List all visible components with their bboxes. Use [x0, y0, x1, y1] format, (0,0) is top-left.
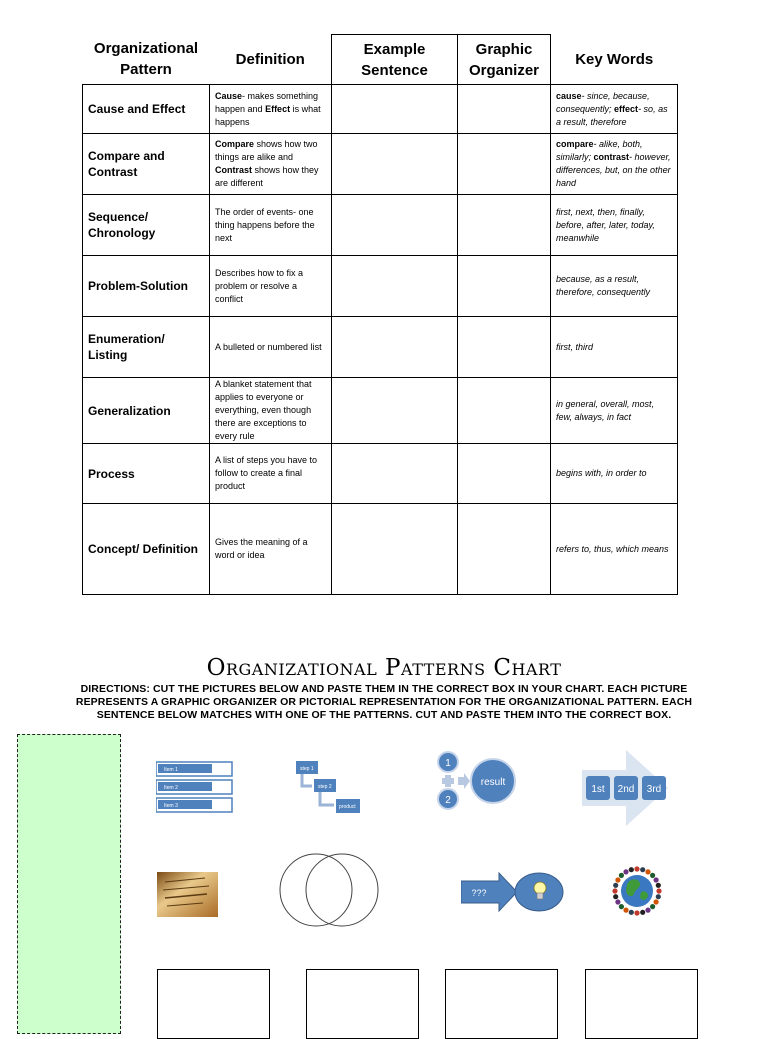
pattern-keywords: first, third — [551, 317, 678, 378]
pattern-definition: A bulleted or numbered list — [210, 317, 332, 378]
example-sentence-cell[interactable] — [332, 317, 458, 378]
pattern-definition: Cause- makes something happen and Effect is what happens — [210, 85, 332, 134]
table-row — [83, 378, 678, 444]
table-row — [83, 256, 678, 317]
order-box-label: 3rd — [646, 784, 662, 795]
example-sentence-cell[interactable] — [332, 256, 458, 317]
pattern-keywords: refers to, thus, which means — [551, 504, 678, 595]
organizational-pattern-table — [82, 34, 678, 595]
graphic-organizer-cell[interactable] — [458, 444, 551, 504]
paste-box[interactable] — [157, 969, 270, 1039]
table-row — [83, 85, 678, 134]
sequence-arrow-icon[interactable] — [582, 750, 670, 826]
table-row — [83, 504, 678, 595]
header-example-sentence: Example Sentence — [332, 35, 458, 85]
graphic-organizer-cell[interactable] — [458, 378, 551, 444]
table-row — [83, 317, 678, 378]
header-definition: Definition — [235, 50, 305, 68]
pattern-definition: The order of events- one thing happens before the next — [210, 195, 332, 256]
pattern-keywords: in general, overall, most, few, always, in fact — [551, 378, 678, 444]
pattern-name: Cause and Effect — [83, 85, 210, 134]
pattern-keywords: first, next, then, finally, before, after, later, today, meanwhile — [551, 195, 678, 256]
graphic-organizer-cell[interactable] — [458, 317, 551, 378]
step-label: step 1 — [300, 766, 314, 772]
graphic-organizer-cell[interactable] — [458, 195, 551, 256]
header-key-words: Key Words — [575, 50, 654, 68]
cause-number: 2 — [445, 795, 451, 806]
header-graphic-organizer: Graphic Organizer — [458, 35, 551, 85]
example-sentence-cell[interactable] — [332, 504, 458, 595]
pattern-name: Concept/ Definition — [83, 504, 210, 595]
pattern-name: Process — [83, 444, 210, 504]
paste-box[interactable] — [585, 969, 698, 1039]
list-item-label: Item 2 — [164, 785, 178, 791]
order-box-label: 1st — [591, 784, 605, 795]
pattern-name: Sequence/ Chronology — [83, 195, 210, 256]
order-box-label: 2nd — [617, 784, 635, 795]
example-sentence-cell[interactable] — [332, 134, 458, 195]
table-row — [83, 444, 678, 504]
graphic-organizer-cell[interactable] — [458, 134, 551, 195]
directions-text: DIRECTIONS: CUT THE PICTURES BELOW AND PASTE THEM IN THE CORRECT BOX IN YOUR CHART. EACH PICTURE REPRESENTS A GRAPHIC ORGANIZER OR PICTORIAL REPRESENTATION FOR THE ORGANIZATIONAL PATTERN. EACH SENTENCE BELOW MATCHES WITH ONE OF THE PATTERNS. CUT AND PASTE THEM INTO THE CORRECT BOX. — [75, 683, 693, 721]
header-pattern: Organizational Pattern — [93, 40, 199, 79]
pattern-name: Compare and Contrast — [83, 134, 210, 195]
list-diagram-icon[interactable] — [156, 760, 234, 818]
pattern-definition: A blanket statement that applies to everyone or everything, even though there are exceptions to every rule — [210, 378, 332, 444]
pattern-keywords: begins with, in order to — [551, 444, 678, 504]
table-row — [83, 195, 678, 256]
chart-title: Organizational Patterns Chart — [206, 655, 562, 681]
cause-effect-icon[interactable] — [433, 751, 519, 811]
cause-number: 1 — [445, 758, 451, 769]
list-item-label: Item 3 — [164, 803, 178, 809]
example-sentence-cell[interactable] — [332, 85, 458, 134]
pattern-keywords: because, as a result, therefore, consequently — [551, 256, 678, 317]
list-item-label: Item 1 — [164, 767, 178, 773]
problem-label: ??? — [471, 888, 487, 898]
venn-diagram-icon[interactable] — [278, 851, 380, 929]
graphic-organizer-cell[interactable] — [458, 85, 551, 134]
graphic-organizer-cell[interactable] — [458, 256, 551, 317]
pattern-name: Problem-Solution — [83, 256, 210, 317]
cause-result: result — [480, 777, 506, 788]
example-sentence-cell[interactable] — [332, 195, 458, 256]
pattern-keywords: compare- alike, both, similarly; contrast- however, differences, but, on the other hand — [551, 134, 678, 195]
graphic-organizer-cell[interactable] — [458, 504, 551, 595]
paste-box[interactable] — [445, 969, 558, 1039]
pattern-name: Enumeration/ Listing — [83, 317, 210, 378]
table-header-row — [83, 35, 678, 85]
pattern-definition: Describes how to fix a problem or resolve a conflict — [210, 256, 332, 317]
step-label: step 2 — [318, 784, 332, 790]
dictionary-photo-icon[interactable] — [157, 872, 218, 917]
sentence-cutout-strip[interactable] — [17, 734, 121, 1034]
globe-people-icon[interactable] — [610, 864, 664, 918]
pattern-keywords: cause- since, because, consequently; effect- so, as a result, therefore — [551, 85, 678, 134]
process-steps-icon[interactable] — [294, 759, 364, 817]
step-label: product — [339, 804, 356, 810]
pattern-definition: Gives the meaning of a word or idea — [210, 504, 332, 595]
pattern-definition: A list of steps you have to follow to create a final product — [210, 444, 332, 504]
paste-box[interactable] — [306, 969, 419, 1039]
problem-solution-icon[interactable] — [461, 871, 565, 913]
example-sentence-cell[interactable] — [332, 378, 458, 444]
table-row — [83, 134, 678, 195]
pattern-name: Generalization — [83, 378, 210, 444]
pattern-definition: Compare shows how two things are alike and Contrast shows how they are different — [210, 134, 332, 195]
example-sentence-cell[interactable] — [332, 444, 458, 504]
